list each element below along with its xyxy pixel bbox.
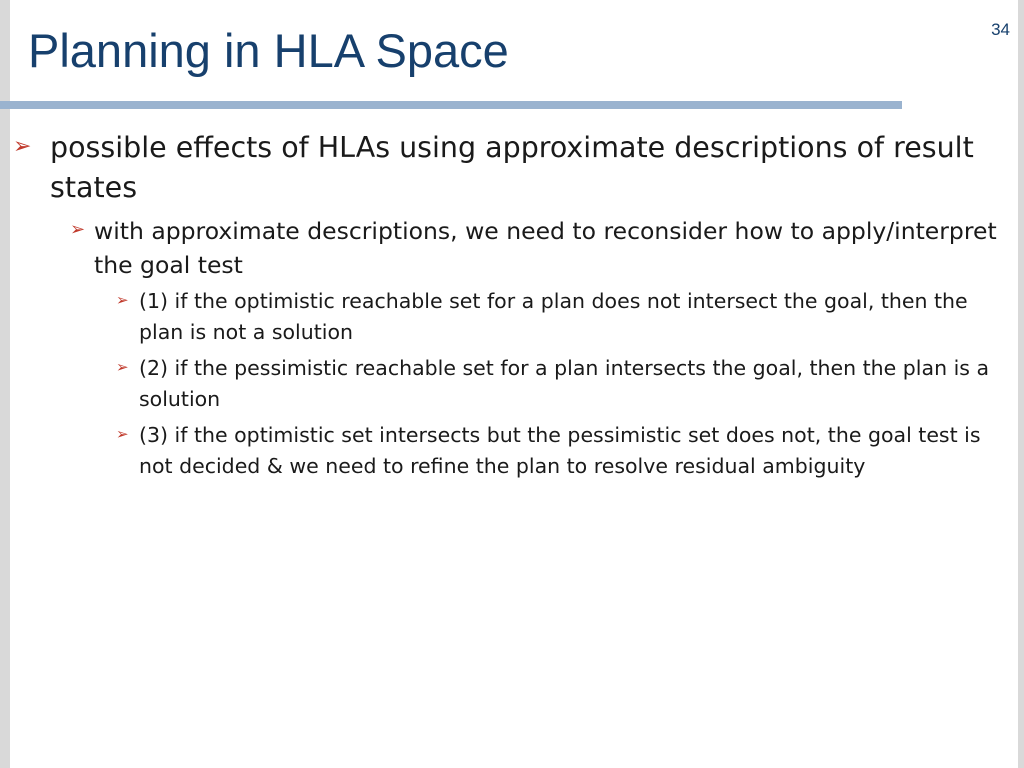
bullet-level-3: [0, 420, 1010, 482]
arrow-bullet-icon: ➢: [116, 358, 129, 376]
arrow-bullet-icon: ➢: [116, 291, 129, 309]
slide-body: [0, 128, 1010, 487]
arrow-bullet-icon: ➢: [13, 134, 32, 159]
bullet-text: possible effects of HLAs using approximate descriptions of result states: [50, 131, 974, 204]
bullet-level-3: [0, 286, 1010, 348]
bullet-text: (3) if the optimistic set intersects but the pessimistic set does not, the goal test is not decided & we need to refine the plan to resolve residual ambiguity: [139, 423, 981, 478]
bullet-level-2: [0, 214, 1010, 282]
bullet-text: (1) if the optimistic reachable set for a plan does not intersect the goal, then the plan is not a solution: [139, 289, 968, 344]
bullet-text: with approximate descriptions, we need to reconsider how to apply/interpret the goal test: [94, 217, 997, 279]
arrow-bullet-icon: ➢: [116, 425, 129, 443]
title-underline-bar: [0, 101, 902, 109]
arrow-bullet-icon: ➢: [70, 219, 86, 240]
bullet-level-3: [0, 353, 1010, 415]
slide-title: Planning in HLA Space: [28, 24, 509, 77]
bullet-text: (2) if the pessimistic reachable set for a plan intersects the goal, then the plan is a solution: [139, 356, 990, 411]
right-border: [1018, 0, 1024, 768]
slide-number: 34: [991, 20, 1010, 39]
bullet-level-1: [0, 128, 1010, 208]
